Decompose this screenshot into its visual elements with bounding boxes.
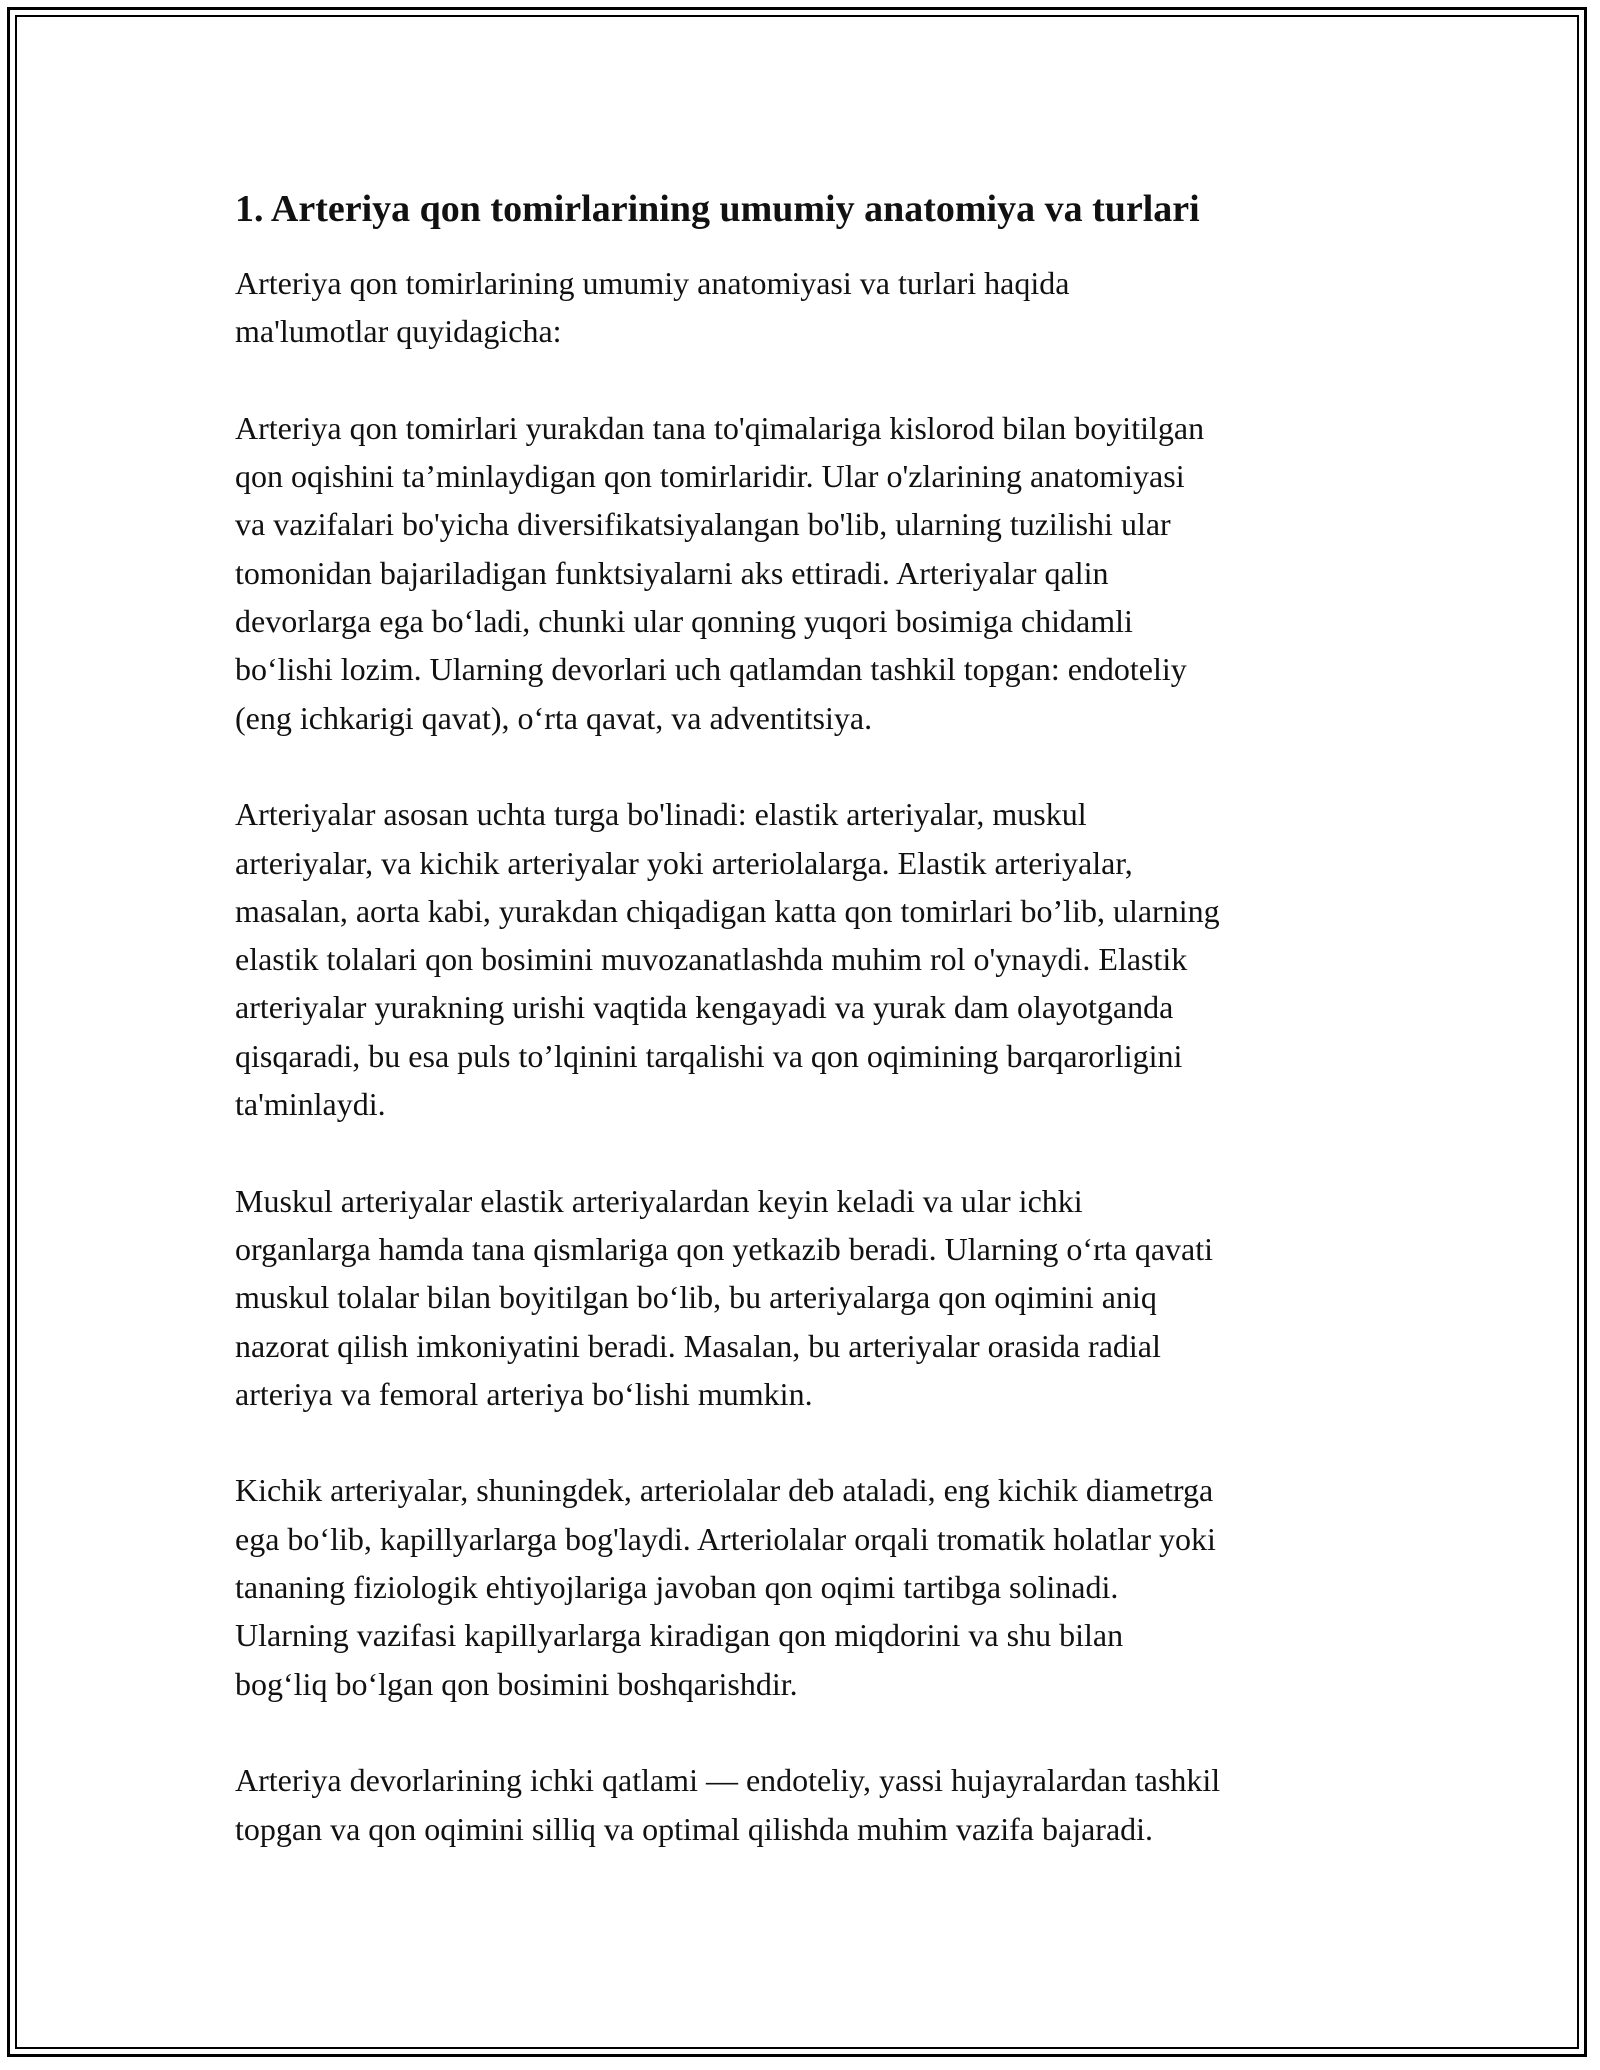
text-line: arteriyalar yurakning urishi vaqtida kengayadi va yurak dam olayotganda <box>235 989 1174 1026</box>
text-line: (eng ichkarigi qavat), o‘rta qavat, va adventitsiya. <box>235 699 873 736</box>
text-line: bo‘lishi lozim. Ularning devorlari uch qatlamdan tashkil topgan: endoteliy <box>235 651 1187 688</box>
text-line: masalan, aorta kabi, yurakdan chiqadigan katta qon tomirlari bo’lib, ularning <box>235 892 1220 929</box>
text-line: ega bo‘lib, kapillyarlarga bog'laydi. Arteriolalar orqali tromatik holatlar yoki <box>235 1520 1216 1557</box>
text-line: Arteriya qon tomirlari yurakdan tana to'qimalariga kislorod bilan boyitilgan <box>235 409 1205 446</box>
text-line: Arteriyalar asosan uchta turga bo'linadi: elastik arteriyalar, muskul <box>235 796 1087 833</box>
text-line: va vazifalari bo'yicha diversifikatsiyalangan bo'lib, ularning tuzilishi ular <box>235 506 1171 543</box>
text-line: tomonidan bajariladigan funktsiyalarni aks ettiradi. Arteriyalar qalin <box>235 554 1109 591</box>
text-line: Ularning vazifasi kapillyarlarga kiradigan qon miqdorini va shu bilan <box>235 1617 1124 1654</box>
text-line: arteriya va femoral arteriya bo‘lishi mumkin. <box>235 1375 813 1412</box>
document-body <box>235 185 1370 1901</box>
text-line: elastik tolalari qon bosimini muvozanatlashda muhim rol o'ynaydi. Elastik <box>235 941 1188 978</box>
paragraph-arteries-overview <box>235 404 1370 742</box>
section-heading: 1. Arteriya qon tomirlarining umumiy anatomiya va turlari <box>235 188 1200 230</box>
text-line: Kichik arteriyalar, shuningdek, arteriolalar deb ataladi, eng kichik diametrga <box>235 1472 1214 1509</box>
paragraph-intro <box>235 259 1370 356</box>
text-line: qon oqishini ta’minlaydigan qon tomirlaridir. Ular o'zlarining anatomiyasi <box>235 458 1185 495</box>
text-line: organlarga hamda tana qismlariga qon yetkazib beradi. Ularning o‘rta qavati <box>235 1230 1214 1267</box>
paragraph-small-arteries <box>235 1466 1370 1707</box>
text-line: muskul tolalar bilan boyitilgan bo‘lib, bu arteriyalarga qon oqimini aniq <box>235 1279 1157 1316</box>
text-line: ta'minlaydi. <box>235 1086 386 1123</box>
paragraph-artery-types <box>235 790 1370 1128</box>
text-line: ma'lumotlar quyidagicha: <box>235 313 562 350</box>
paragraph-muscular-arteries <box>235 1177 1370 1418</box>
text-line: tananing fiziologik ehtiyojlariga javoban qon oqimi tartibga solinadi. <box>235 1569 1119 1606</box>
text-line: arteriyalar, va kichik arteriyalar yoki arteriolalarga. Elastik arteriyalar, <box>235 844 1133 881</box>
text-line: qisqaradi, bu esa puls to’lqinini tarqalishi va qon oqimining barqarorligini <box>235 1037 1183 1074</box>
text-line: Arteriya qon tomirlarining umumiy anatomiyasi va turlari haqida <box>235 265 1070 301</box>
text-line: bog‘liq bo‘lgan qon bosimini boshqarishdir. <box>235 1665 798 1702</box>
text-line: topgan va qon oqimini silliq va optimal qilishda muhim vazifa bajaradi. <box>235 1810 1154 1847</box>
text-line: Arteriya devorlarining ichki qatlami — endoteliy, yassi hujayralardan tashkil <box>235 1762 1221 1799</box>
text-line: devorlarga ega bo‘ladi, chunki ular qonning yuqori bosimiga chidamli <box>235 603 1133 640</box>
text-line: Muskul arteriyalar elastik arteriyalardan keyin keladi va ular ichki <box>235 1182 1083 1219</box>
text-line: nazorat qilish imkoniyatini beradi. Masalan, bu arteriyalar orasida radial <box>235 1327 1161 1364</box>
paragraph-endothelium <box>235 1756 1370 1853</box>
